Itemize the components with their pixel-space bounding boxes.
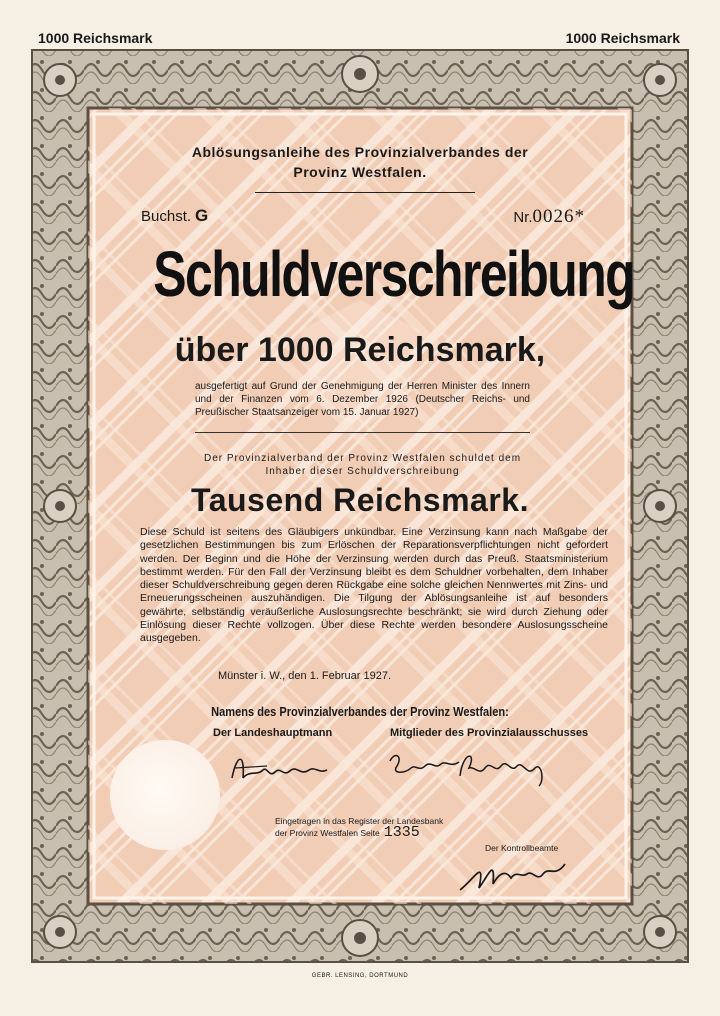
serial-number-field — [513, 206, 585, 228]
section-divider — [195, 432, 530, 433]
issuer-line-2: Provinz Westfalen. — [293, 164, 427, 180]
bond-content — [95, 110, 635, 900]
signature-member-1 — [385, 746, 465, 786]
debtor-statement: Der Provinzialverband der Provinz Westfalen schuldet dem Inhaber dieser Schuldverschreibung — [203, 453, 522, 477]
issuer-heading — [95, 142, 625, 182]
corner-denomination-right: 1000 Reichsmark — [565, 30, 680, 46]
authorization-text: ausgefertigt auf Grund der Genehmigung der Herren Minister des Innern und der Finanzen vom 6. Dezember 1926 (Deutscher Reichs- und Preußischer Staatsanzeiger vom 15. Januar 1927) — [195, 381, 530, 418]
controller-title: Der Kontrollbeamte — [485, 843, 559, 853]
corner-denomination-left: 1000 Reichsmark — [38, 30, 153, 46]
on-behalf-line: Namens des Provinzialverbandes der Provinz Westfalen: — [211, 704, 509, 719]
register-entry — [275, 816, 443, 839]
register-line-2: der Provinz Westfalen Seite — [275, 828, 380, 838]
signatory-title-left: Der Landeshauptmann — [213, 727, 333, 739]
signatory-title-right: Mitglieder des Provinzialausschusses — [390, 727, 589, 739]
register-line-1: Eingetragen in das Register der Landesbank — [275, 816, 444, 826]
document-title: Schuldverschreibung — [153, 238, 635, 310]
series-label: Buchst. — [141, 208, 192, 225]
terms-paragraph: Diese Schuld ist seitens des Gläubigers unkündbar. Eine Verzinsung kann nach Maßgabe der gesetzlichen Bestimmungen bis zum Erlöschen der Reparationsverpflichtungen nicht gefordert werden. Der Beginn und die Höhe der Verzinsung werden durch das Preuß. Staatsministerium bestimmt werden. Für den Fall der Verzinsung bleibt es dem Schuldner vorbehalten, dem Inhaber dieser Schuldverschreibung gegen deren Rückgabe eine solche gleichen Nennwertes mit Zins- und Erneuerungsscheinen auszuhändigen. Die Tilgung der Ablösungsanleihe ist auf besonders gewährte, selbständig veräußerliche Auslosungsrechte beschränkt; sie wird durch Ziehung oder Einlösung dieser Rechte vollzogen. Über diese Rechte werden besondere Auslosungsscheine ausgegeben. — [140, 526, 608, 645]
amount-in-words: Tausend Reichsmark. — [191, 482, 529, 518]
document-subtitle: über 1000 Reichsmark, — [174, 331, 546, 369]
printer-imprint: GEBR. LENSING, DORTMUND — [311, 973, 409, 979]
place-and-date: Münster i. W., den 1. Februar 1927. — [218, 670, 392, 682]
issuer-divider — [255, 192, 475, 193]
signature-controller — [455, 848, 575, 898]
issuer-line-1: Ablösungsanleihe des Provinzialverbandes der — [191, 144, 529, 160]
signature-landeshauptmann — [227, 748, 337, 788]
serial-number-label: Nr. — [513, 209, 533, 226]
series-letter: G — [195, 206, 209, 225]
series-field — [141, 206, 208, 226]
signature-member-2 — [455, 746, 555, 790]
serial-number-mark: * — [574, 206, 585, 227]
serial-number-value: 0026 — [532, 206, 575, 227]
embossed-seal — [110, 740, 220, 850]
register-number: 1335 — [383, 824, 420, 841]
